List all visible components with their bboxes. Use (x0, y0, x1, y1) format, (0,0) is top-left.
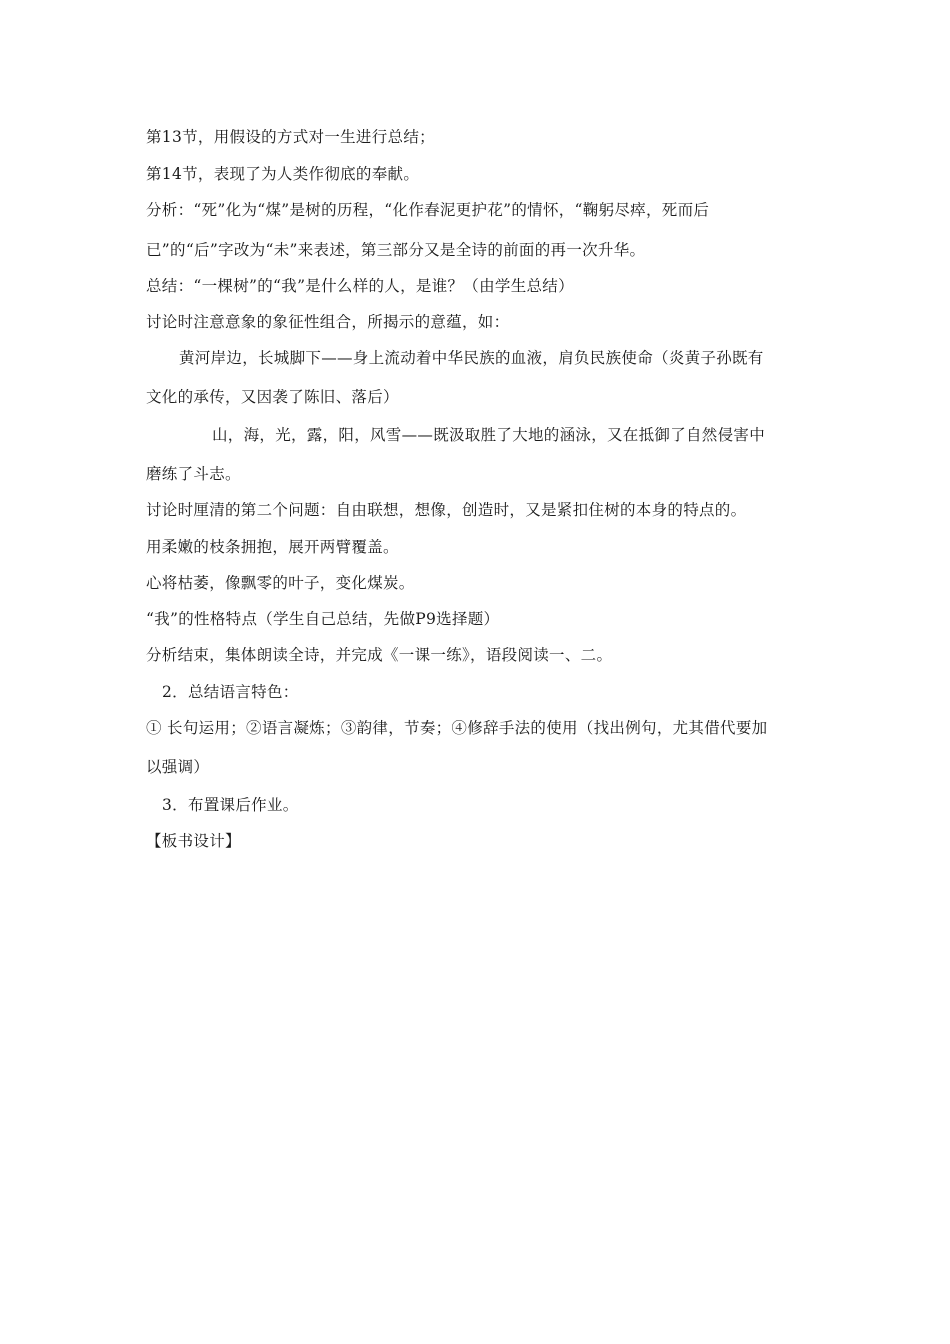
list-item-language-features: 2．总结语言特色： (162, 683, 299, 701)
paragraph-language-points: ① 长句运用；②语言凝炼；③韵律，节奏；④修辞手法的使用（找出例句，尤其借代要加 (146, 719, 768, 737)
paragraph-analysis: 分析：“死”化为“煤”是树的历程，“化作春泥更护花”的情怀，“鞠躬尽瘁，死而后 (146, 201, 710, 219)
paragraph-yellow-river-cont: 文化的承传，又因袭了陈旧、落后） (146, 388, 399, 406)
paragraph-analysis-end: 分析结束，集体朗读全诗，并完成《一课一练》，语段阅读一、二。 (146, 646, 613, 664)
paragraph-language-points-cont: 以强调） (146, 758, 210, 776)
paragraph-analysis-cont: 已”的“后”字改为“未”来表述，第三部分又是全诗的前面的再一次升华。 (146, 241, 646, 259)
paragraph-mountain-sea-cont: 磨练了斗志。 (146, 465, 241, 483)
paragraph-yellow-river: 黄河岸边，长城脚下——身上流动着中华民族的血液，肩负民族使命（炎黄子孙既有 (179, 349, 764, 367)
list-item-homework: 3．布置课后作业。 (162, 796, 299, 814)
paragraph-heart: 心将枯萎，像飘零的叶子，变化煤炭。 (146, 574, 415, 592)
paragraph-section-14: 第14节，表现了为人类作彻底的奉献。 (146, 165, 420, 183)
section-heading-board-design: 【板书设计】 (146, 832, 241, 850)
paragraph-character: “我”的性格特点（学生自己总结，先做P9选择题） (146, 610, 500, 628)
paragraph-mountain-sea: 山，海，光，露，阳，风雪——既汲取胜了大地的涵泳，又在抵御了自然侵害中 (212, 426, 766, 444)
paragraph-section-13: 第13节，用假设的方式对一生进行总结； (146, 128, 435, 146)
paragraph-branches: 用柔嫩的枝条拥抱，展开两臂覆盖。 (146, 538, 399, 556)
paragraph-summary: 总结：“一棵树”的“我”是什么样的人，是谁？（由学生总结） (146, 277, 574, 295)
paragraph-second-question: 讨论时厘清的第二个问题：自由联想，想像，创造时，又是紧扣住树的本身的特点的。 (146, 501, 747, 519)
paragraph-discussion-intro: 讨论时注意意象的象征性组合，所揭示的意蕴，如： (146, 313, 510, 331)
